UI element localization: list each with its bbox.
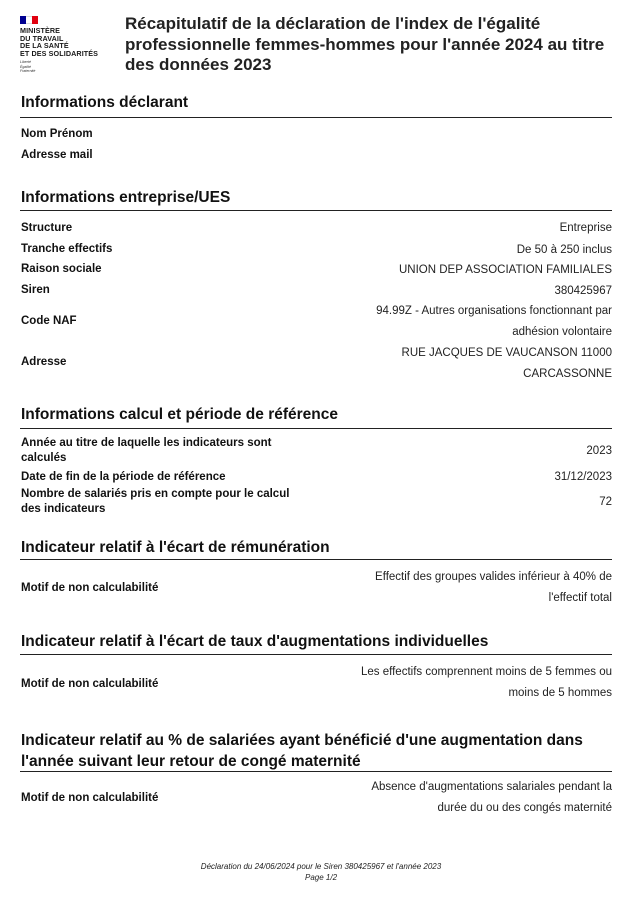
siren-label: Siren — [21, 284, 50, 296]
raison-sociale-value: UNION DEP ASSOCIATION FAMILIALES — [398, 264, 612, 276]
raison-sociale-label: Raison sociale — [21, 263, 102, 275]
declaration-info: Déclaration du 24/06/2024 pour le Siren 380425967 et l'année 2023 — [200, 862, 442, 871]
section-remuneration-heading: Indicateur relatif à l'écart de rémunération — [21, 539, 330, 556]
section-divider — [20, 117, 612, 118]
tranche-value: De 50 à 250 inclus — [516, 244, 612, 256]
date-fin-label: Date de fin de la période de référence — [21, 471, 226, 483]
french-flag-icon — [20, 16, 38, 24]
maternite-motif-label: Motif de non calculabilité — [21, 792, 159, 804]
siren-value: 380425967 — [554, 285, 612, 297]
document-title: Récapitulatif de la déclaration de l'index de l'égalité professionnelle femmes-hommes pour l'année 2024 au titre des données 2023 — [125, 14, 605, 74]
section-maternite-heading: Indicateur relatif au % de salariées ayant bénéficié d'une augmentation dans l'année suivant leur retour de congé maternité — [21, 732, 583, 770]
ministry-name: MINISTÈRE DU TRAVAIL DE LA SANTÉ ET DES SOLIDARITÉS — [20, 26, 99, 58]
section-divider — [20, 428, 612, 429]
remuneration-motif-label: Motif de non calculabilité — [21, 582, 159, 594]
augmentations-motif-label: Motif de non calculabilité — [21, 678, 159, 690]
augmentations-motif-value: Les effectifs comprennent moins de 5 femmes ou moins de 5 hommes — [360, 666, 612, 699]
name-label: Nom Prénom — [21, 128, 93, 140]
structure-value: Entreprise — [559, 222, 612, 234]
ministry-logo — [20, 16, 112, 73]
salaries-value: 72 — [599, 496, 612, 508]
republic-motto: Liberté Égalité Fraternité — [20, 60, 36, 73]
naf-value: 94.99Z - Autres organisations fonctionnant par adhésion volontaire — [376, 305, 612, 338]
email-label: Adresse mail — [21, 149, 93, 161]
annee-label: Année au titre de laquelle les indicateurs sont calculés — [21, 437, 272, 464]
section-entreprise-heading: Informations entreprise/UES — [21, 189, 231, 206]
date-fin-value: 31/12/2023 — [554, 471, 612, 483]
address-label: Adresse — [21, 356, 67, 368]
remuneration-motif-value: Effectif des groupes valides inférieur à 40% de l'effectif total — [375, 571, 612, 604]
page-number: Page 1/2 — [304, 873, 338, 882]
section-divider — [20, 771, 612, 772]
page-footer — [0, 861, 642, 883]
section-divider — [20, 210, 612, 211]
tranche-label: Tranche effectifs — [21, 243, 113, 255]
maternite-motif-value: Absence d'augmentations salariales pendant la durée du ou des congés maternité — [371, 781, 612, 814]
structure-label: Structure — [21, 222, 73, 234]
salaries-label: Nombre de salariés pris en compte pour le calcul des indicateurs — [21, 488, 290, 515]
section-divider — [20, 559, 612, 560]
annee-value: 2023 — [586, 445, 612, 457]
section-declarant-heading: Informations déclarant — [21, 94, 189, 111]
naf-label: Code NAF — [21, 315, 77, 327]
section-calcul-heading: Informations calcul et période de référence — [21, 406, 338, 423]
section-augmentations-heading: Indicateur relatif à l'écart de taux d'augmentations individuelles — [21, 633, 489, 650]
section-divider — [20, 654, 612, 655]
address-value: RUE JACQUES DE VAUCANSON 11000 CARCASSONNE — [401, 347, 612, 380]
